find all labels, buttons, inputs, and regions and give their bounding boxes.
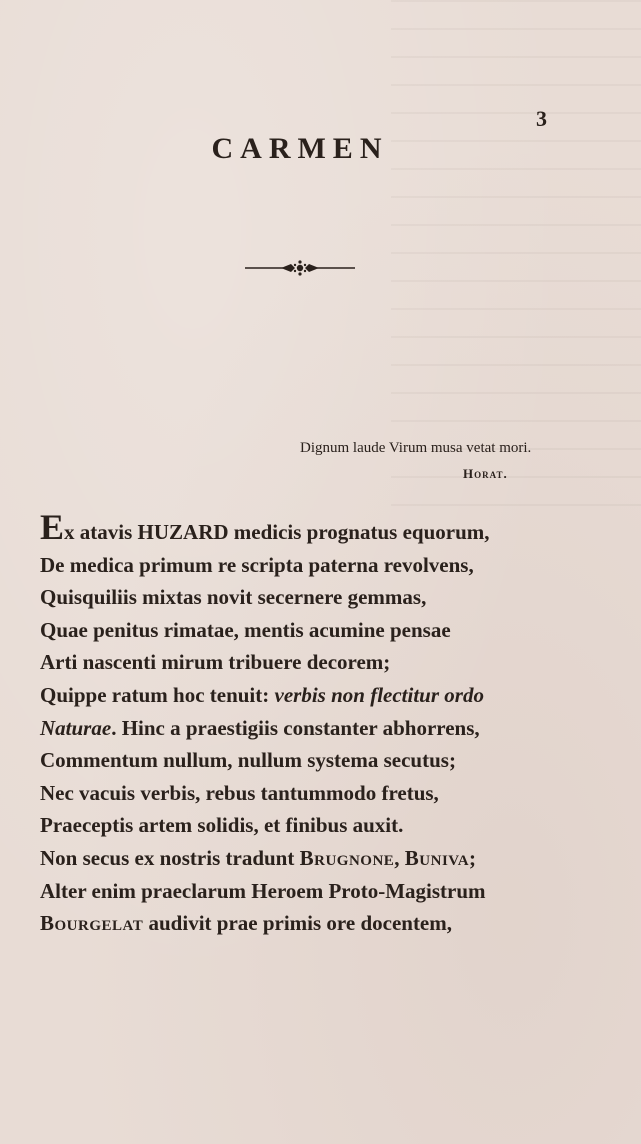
italic-phrase: Naturae <box>40 715 112 740</box>
poem-line-text: audivit prae primis ore docentem, <box>143 911 452 936</box>
epigraph-author: Horat. <box>463 466 508 481</box>
name-bourgelat: Bourgelat <box>40 911 144 936</box>
poem-line: Alter enim praeclarum Heroem Proto-Magistrum <box>40 878 486 903</box>
poem-title: CARMEN <box>211 132 389 165</box>
poem-line: Quisquiliis mixtas novit secernere gemmas, <box>40 585 427 610</box>
poem-line <box>40 507 610 549</box>
poem-body <box>40 507 610 940</box>
poem-line: Commentum nullum, nullum systema secutus; <box>40 748 456 773</box>
poem-line-text: Quippe ratum hoc tenuit: <box>40 682 275 707</box>
poem-line-text: , <box>394 845 405 870</box>
fleuron-ornament-icon <box>245 258 355 278</box>
poem-line: Quae penitus rimatae, mentis acumine pensae <box>40 617 451 642</box>
italic-phrase: verbis non flectitur ordo <box>274 682 484 707</box>
poem-line: Nec vacuis verbis, rebus tantummodo fretus, <box>40 780 439 805</box>
poem-line <box>40 907 610 940</box>
poem-line-text: x atavis HUZARD medicis prognatus equorum, <box>64 520 490 544</box>
page-number: 3 <box>536 106 547 131</box>
poem-line: Praeceptis artem solidis, et finibus auxit. <box>40 813 404 838</box>
poem-line <box>40 842 610 875</box>
poem-line: Arti nascenti mirum tribuere decorem; <box>40 650 391 675</box>
epigraph-quote: Dignum laude Virum musa vetat mori. <box>300 440 532 456</box>
drop-cap: E <box>40 507 65 547</box>
poem-line-text: Non secus ex nostris tradunt <box>40 845 300 870</box>
poem-line-text: . Hinc a praestigiis constanter abhorrens, <box>111 715 480 740</box>
name-buniva: Buniva <box>404 845 470 870</box>
poem-line: De medica primum re scripta paterna revolvens, <box>40 552 474 577</box>
name-brugnone: Brugnone <box>299 845 395 870</box>
poem-line <box>40 679 610 712</box>
poem-line-text: ; <box>469 845 477 870</box>
poem-line <box>40 712 610 745</box>
